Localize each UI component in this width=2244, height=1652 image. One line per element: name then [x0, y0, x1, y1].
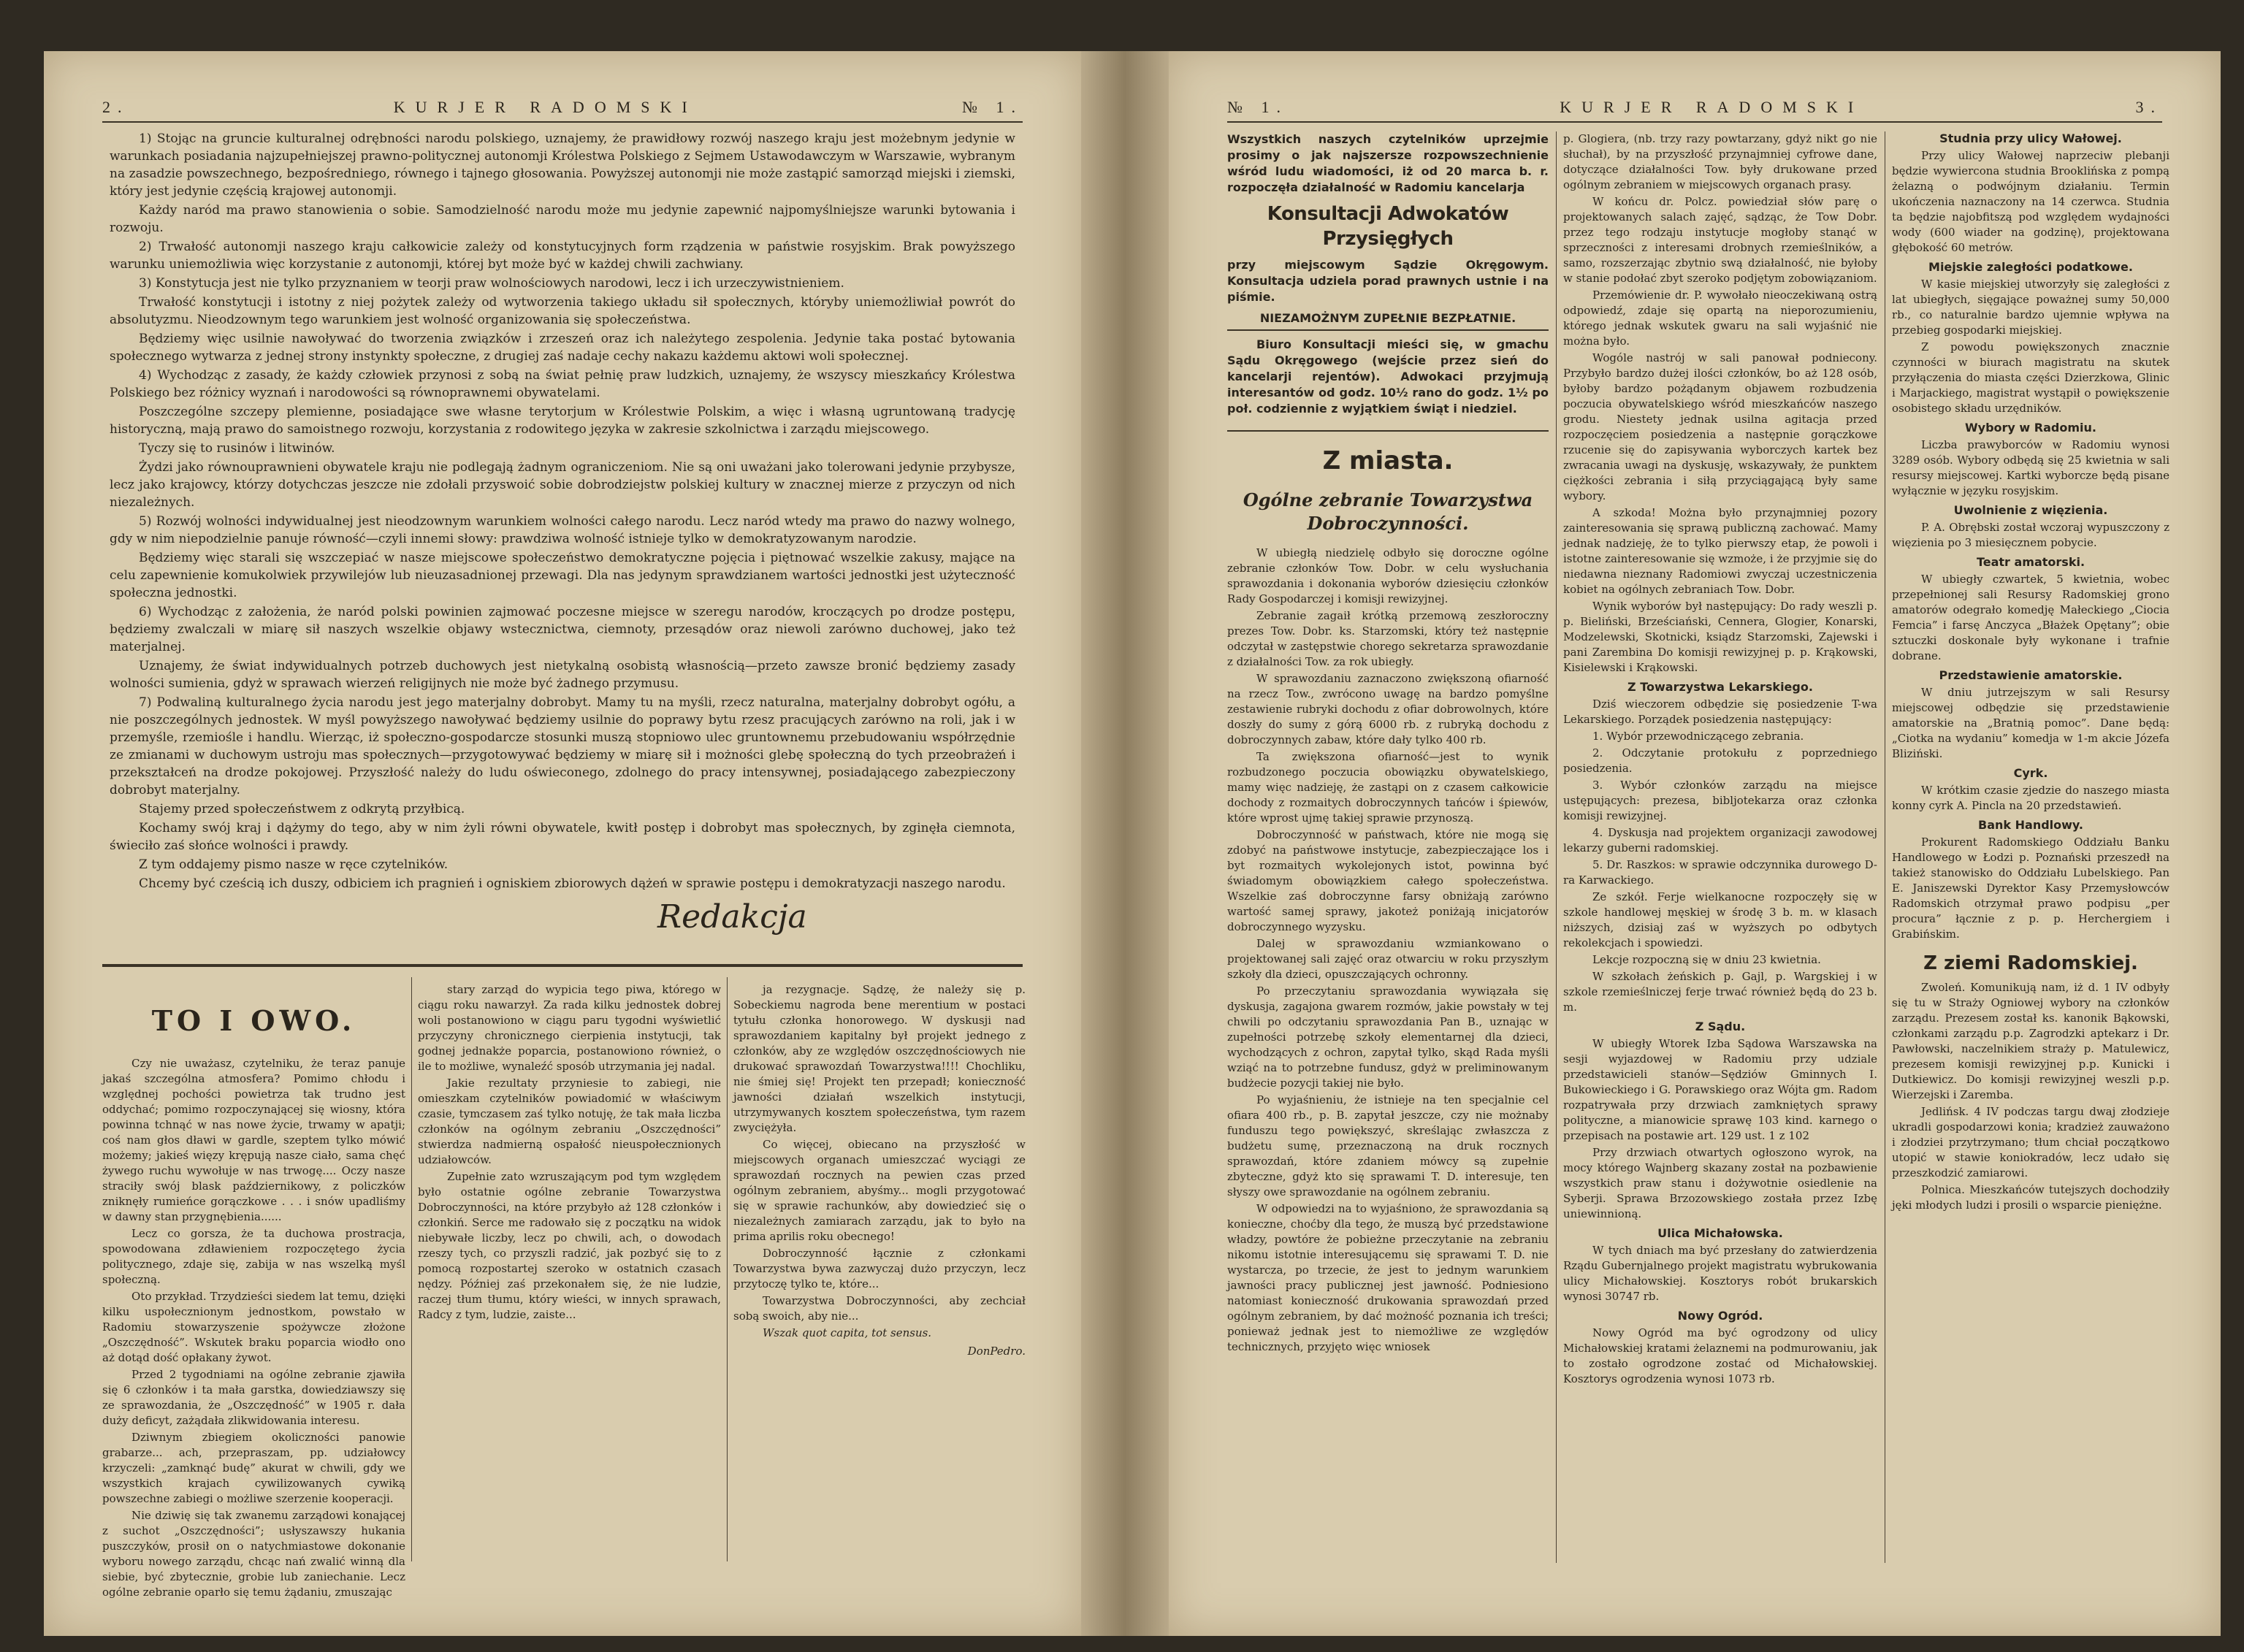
- ad-title: Konsultacji Adwokatów Przysięgłych: [1267, 203, 1509, 250]
- legal-ad: [1227, 131, 1549, 423]
- feuilleton-paragraph: Oto przykład. Trzydzieści siedem lat temu, dzięki kilku uspołecznionym jednostkom, powstało w Radomiu stowarzyszenie spożywcze złożone „Oszczędność”. Wskutek braku poparcia wiodło ono aż dotąd dość opłakany żywot.: [102, 1290, 405, 1364]
- program-paragraph: 4) Wychodząc z zasady, że każdy człowiek przynosi z sobą na świat pełnię praw ludzkich, uznajemy, że wszyscy mieszkańcy Królestwa Polskiego bez różnicy wyznań i narodowości są równoprawnemi obywatelami.: [110, 368, 1015, 400]
- feuilleton-title: TO I OWO.: [151, 1004, 356, 1037]
- news-paragraph: Przemówienie dr. P. wywołało nieoczekiwaną ostrą odpowiedź, zdaje się opartą na nieporozumieniu, którego jednak wskutek gwaru na sali wyjaśnić nie można było.: [1563, 288, 1877, 348]
- program-paragraph: Żydzi jako równouprawnieni obywatele kraju nie podlegają żadnym ograniczeniom. Nie są oni uważani jako tolerowani jedynie przybysze, lecz jako krajowcy, którzy dotychczas jeszcze nie zdołali przyswoić sobie dobrodziejstw polskiej kultury w znacznej mierze z przyczyn od nich niezależnych.: [110, 460, 1015, 510]
- news-paragraph: 3. Wybór członków zarządu na miejsce ustępujących: prezesa, bibljotekarza oraz członka komisji rewizyjnej.: [1563, 779, 1877, 822]
- news-paragraph: Zwoleń. Komunikują nam, iż d. 1 IV odbyły się tu w Straży Ogniowej wybory na członków zarządu. Prezesem został ks. kanonik Bąkowski, członkami zarządu p.p. Zagrodzki aptekarz i Dr. Pawłowski, naczelnikiem straży p. Matulewicz, prezesem komisji rewizyjnej p.p. Kunicki i Dutkiewicz. Do komisji rewizyjnej weszli p.p. Wierzejski i Zaremba.: [1892, 981, 2169, 1101]
- news-paragraph: W sprawozdaniu zaznaczono zwiększoną ofiarność na rzecz Tow., zwrócono uwagę na bardzo pomyślne zestawienie rubryki dochodu z ofiar dobrowolnych, które doszły do sumy z górą 6000 rb. z rubryką dochodu z dobroczynnych zabaw, które dały tylko 400 rb.: [1227, 672, 1549, 746]
- z-miasta-heading: Z miasta.: [1322, 446, 1454, 475]
- news-paragraph: Jedlińsk. 4 IV podczas targu dwaj złodzieje ukradli gospodarzowi konia; kradzież zauważono i złodziei przytrzymano; tłum chciał początkowo utopić w stawie koniokradów, lecz udało się przeszkodzić zamiarowi.: [1892, 1105, 2169, 1179]
- news-paragraph: A szkoda! Można było przynajmniej pozory zainteresowania się sprawą publiczną zachować. Mamy jednak nadzieję, że to tylko pierwszy etap, że powoli i istotne zainteresowanie się wzmoże, i że przyjmie się do niedawna nieznany Radomiowi zwyczaj uczestniczenia kobiet na ogólnych zebraniach Tow. Dobr.: [1563, 506, 1877, 596]
- feuilleton-paragraph: Czy nie uważasz, czytelniku, że teraz panuje jakaś szczególna atmosfera? Pomimo chłodu i względnej pochości powietrza tak trudno jest oddychać; pomimo rozpoczynającej się wiosny, która powinna tchnąć w nas nowe życie, trwamy w apatji; coś nam głos dławi w gardle, szeptem tylko mówić możemy; jakieś więzy krępują nasze ciało, sama chęć żywego ruchu wywołuje w nas trwogę.... Oczy nasze straciły swój blask październikowy, z policzków zniknęły rumieńce gorączkowe . . . i snów upadliśmy w dawny stan przygnębienia......: [102, 1057, 405, 1223]
- program-paragraph: 2) Trwałość autonomji naszego kraju całkowicie zależy od konstytucyjnych form rządzenia w państwie rosyjskim. Brak powyższego warunku uniemożliwia więc korzystanie z autonomji, której byt może być w każdej chwili zachwiany.: [110, 240, 1015, 272]
- program-paragraph: Poszczególne szczepy plemienne, posiadające swe własne terytorjum w Królestwie Polskim, a więc i własną ugruntowaną tradycję historyczną, mają prawo do samoistnego rozwoju, korzystania z rodowitego języka w zakresie szkolnictwa i zarządu miejscowego.: [110, 405, 1015, 437]
- news-paragraph: W odpowiedzi na to wyjaśniono, że sprawozdania są konieczne, choćby dla tego, że muszą być przedstawione władzy, powtóre że pobieżne przeczytanie na zebraniu nikomu istotnie interesującemu się sprawami T. D. nie wystarcza, po trzecie, że jest to jednym warunkiem jawności pracy publicznej jest jawność. Podniesiono natomiast konieczność drukowania sprawozdań przed ogólnym zebraniem, by dać możność poznania ich treści; ponieważ jednak jest to niemożliwe ze względów technicznych, przyjęto więc wniosek: [1227, 1202, 1549, 1353]
- feuilleton-paragraph: Co więcej, obiecano na przyszłość w miejscowych organach umieszczać wyciągi ze sprawozdań rocznych na pewien czas przed ogólnym zebraniem, abyśmy... mogli przygotować się w sprawie rachunków, aby dowiedzieć się o niezależnych zamiarach zarządu, jak to było na prima aprilis roku obecnego!: [733, 1138, 1026, 1243]
- news-paragraph: W ubiegły Wtorek Izba Sądowa Warszawska na sesji wyjazdowej w Radomiu przy udziale przedstawicieli stanów—Sędziów Gminnych I. Bukowieckiego i G. Porawskiego oraz Wójta gm. Radom rozpatrywała przy drzwiach zamkniętych sprawy polityczne, a mianowicie sprawę 103 kind. karnego o przepisach na postawie art. 129 ust. 1 z 102: [1563, 1037, 1877, 1142]
- news-paragraph: W końcu dr. Polcz. powiedział słów parę o projektowanych salach zajęć, sądząc, że Tow Dobr. przez tego rodzaju instytucje mogłoby stanąć w sprzeczności z interesami drobnych rzemieślników, a samo, rozszerzając zbytnio swą działalność, nie byłoby w stanie podołać zbyt szeroko podjętym zobowiązaniom.: [1563, 195, 1877, 285]
- news-paragraph: Polnica. Mieszkańców tutejszych dochodziły jęki młodych ludzi i prosili o wsparcie pieniężne.: [1892, 1183, 2169, 1212]
- section-heading: Z Sądu.: [1695, 1020, 1746, 1033]
- news-paragraph: Zebranie zagaił krótką przemową zeszłoroczny prezes Tow. Dobr. ks. Starzomski, który też następnie odczytał w zastępstwie chorego sekretarza sprawozdanie z działalności Tow. za rok ubiegły.: [1227, 609, 1549, 668]
- feuilleton-paragraph: Lecz co gorsza, że ta duchowa prostracja, spowodowana zdławieniem rozpoczętego życia politycznego, zdaje się, zabija w nas wszelką myśl społeczną.: [102, 1227, 405, 1286]
- left-head-rule: [102, 121, 1023, 123]
- program-paragraph: 5) Rozwój wolności indywidualnej jest nieodzownym warunkiem wolności całego narodu. Lecz naród wtedy ma prawo do nazwy wolnego, gdy w nim niepodzielnie panuje równość—czyli innemi słowy: prawdziwa wolność istnieje tylko w demokratyzowanym narodzie.: [110, 514, 1015, 546]
- feuilleton-paragraph: Zupełnie zato wzruszającym pod tym względem było ostatnie ogólne zebranie Towarzystwa Dobroczynności, na które przybyło aż 128 członków i członkiń. Serce me radowało się z początku na widok niebywałe liczby, lecz po chwili, ach, o dowodach rzeszy tych, co przyszli radzić, jak pozbyć się to z pomocą rozpostartej szeroko w ostatnich czasach nędzy. Później zaś przekonałem się, że nie ludzie, raczej tłum tłumu, który wieści, w innych sprawach, Radcy z tym, ludzie, zaiste...: [418, 1170, 721, 1321]
- left-page-number: 2.: [102, 98, 129, 116]
- news-paragraph: Nowy Ogród ma być ogrodzony od ulicy Michałowskiej kratami żelaznemi na podmurowaniu, jak to zostało ogrodzone zostać od Michałowskiej. Kosztorys ogrodzenia wynosi 1073 rb.: [1563, 1326, 1877, 1385]
- program-paragraph: Trwałość konstytucji i istotny z niej pożytek zależy od wytworzenia takiego układu sił społecznych, któryby uniemożliwiał powrót do absolutyzmu. Nieodzownym tego warunkiem jest wolność organizowania się społeczeństwa.: [110, 295, 1015, 327]
- page-gutter: [1081, 51, 1169, 1636]
- news-paragraph: W krótkim czasie zjedzie do naszego miasta konny cyrk A. Pincla na 20 przedstawień.: [1892, 784, 2169, 812]
- news-paragraph: W ubiegły czwartek, 5 kwietnia, wobec przepełnionej sali Resursy Radomskiej grono amatorów odegrało komedję Małeckiego „Ciocia Femcia” i farsę Anczyca „Błażek Opętany”; obie sztuczki doskonale były wykonane i trafnie dobrane.: [1892, 573, 2169, 662]
- section-heading: Przedstawienie amatorskie.: [1939, 668, 2123, 682]
- right-col-1: [1227, 131, 1549, 1356]
- news-paragraph: Liczba prawyborców w Radomiu wynosi 3289 osób. Wybory odbędą się 25 kwietnia w sali resursy miejscowej. Kartki wyborcze będą pisane wyłącznie w języku rosyjskim.: [1892, 438, 2169, 497]
- program-paragraph: 6) Wychodząc z założenia, że naród polski powinien zajmować poczesne miejsce w szeregu narodów, kroczących po drodze postępu, będziemy zwalczali w miarę sił naszych wszelkie objawy wstecznictwa, ciemnoty, przesądów oraz niewoli zarówno duchowej, jako też materjalnej.: [110, 605, 1015, 654]
- section-heading: Nowy Ogród.: [1677, 1309, 1763, 1323]
- feuilleton-signature: DonPedro.: [967, 1345, 1026, 1358]
- editorial-signature: Redakcja: [657, 898, 807, 936]
- right-col-2: [1563, 131, 1877, 1388]
- program-paragraph: Będziemy więc starali się wszczepiać w nasze miejscowe społeczeństwo demokratyczne pojęcia i piętnować wszelkie zakusy, mające na celu zapewnienie komukolwiek przywilejów lub nieuzasadnionej przewagi. Dla nas jedynym sprawdzianem wartości jednostki jest użyteczność społeczna jednostki.: [110, 551, 1015, 600]
- news-paragraph: Z powodu powiększonych znacznie czynności w biurach magistratu na skutek przyłączenia do miasta części Dzierzkowa, Glinic i Marjackiego, magistrat wystąpił o powiększenie osobistego składu urzędników.: [1892, 340, 2169, 415]
- feuilleton-paragraph: Nie dziwię się tak zwanemu zarządowi konającej z suchot „Oszczędności”; usłyszawszy hukania puszczyków, prosił on o natychmiastowe dokonanie wyboru nowego zarządu, chcąc nań zwalić winną dla siebie, być zbytecznie, grobie lub zaniechanie. Lecz ogólne zebranie oparło się temu żądaniu, zmuszając: [102, 1509, 405, 1599]
- news-paragraph: 4. Dyskusja nad projektem organizacji zawodowej lekarzy guberni radomskiej.: [1563, 826, 1877, 854]
- left-issue-number: № 1.: [961, 98, 1023, 116]
- feuilleton-paragraph: ja rezygnacje. Sądzę, że należy się p. Sobeckiemu nagroda bene merentium w postaci tytułu członka honorowego. W dyskusji nad sprawozdaniem kapitalny był projekt jednego z członków, aby ze względów oszczędnościowych nie drukować sprawozdań Towarzystwa!!!! Chochliku, nie śmiej się! Projekt ten przepadł; konieczność jawności działań wszelkich instytucji, utrzymywanych kosztem społeczeństwa, tym razem zwyciężyła.: [733, 983, 1026, 1134]
- right-col-3: [1892, 131, 2169, 1215]
- right-running-head: [1227, 96, 2162, 118]
- news-paragraph: W szkołach żeńskich p. Gajl, p. Wargskiej i w szkole rzemieślniczej ferje trwać również będą do 23 b. m.: [1563, 970, 1877, 1014]
- program-paragraph: 7) Podwaliną kulturalnego życia narodu jest jego materjalny dobrobyt. Mamy tu na myśli, rzecz naturalna, materjalny dobrobyt ogółu, a nie poszczególnych jednostek. W myśl powyższego nawoływać będziemy usilnie do poprawy bytu rzesz pracujących zarówno na roli, jak i w przemyśle, rzemiośle i handlu. Wierząc, iż społeczno-gospodarcze stosunki muszą stopniowo ulec gruntownemu przebudowaniu współrzędnie ze zmianami w duchowym ustroju mas społecznych—przygotowywać będziemy w miarę sił i możności glebę społeczną do tych przeobrażeń i przekształceń na drodze pokojowej. Przyszłość należy do ludu oświeconego, zdolnego do pracy intensywnej, posiadającego zabezpieczony dobrobyt materjalny.: [110, 695, 1015, 798]
- section-heading: Teatr amatorski.: [1976, 555, 2085, 569]
- column-rule: [727, 977, 728, 1561]
- news-paragraph: p. Glogiera, (nb. trzy razy powtarzany, gdyż nikt go nie słuchał), by na przyszłość przynajmniej cyfrowe dane, dotyczące działalności Tow. były drukowane przed ogólnym zebraniem w miejscowych organach prasy.: [1563, 132, 1877, 191]
- feuilleton-col-3: [733, 982, 1026, 1361]
- section-heading: Z Towarzystwa Lekarskiego.: [1627, 680, 1813, 694]
- feuilleton-rule: [102, 964, 1023, 967]
- program-paragraph: 3) Konstytucja jest nie tylko przyznaniem w teorji praw wolnościowych narodowi, lecz i ich urzeczywistnieniem.: [139, 276, 844, 291]
- news-paragraph: 1. Wybór przewodniczącego zebrania.: [1592, 730, 1804, 743]
- feuilleton-col-1: [102, 982, 405, 1602]
- news-paragraph: Dobroczynność w państwach, które nie mogą się zdobyć na państwowe instytucje, zabezpieczające los i byt rozmaitych wykolejonych istot, powinna być świadomym obowiązkiem całego społeczeństwa. Wszelkie zaś dobroczynne farsy obniżają zarówno wartość samej sprawy, jakoteż poniżają inicjatorów dobroczynnego wyzysku.: [1227, 828, 1549, 933]
- right-masthead: KURJER RADOMSKI: [1560, 98, 1864, 116]
- ad-free-note: NIEZAMOŻNYM ZUPEŁNIE BEZPŁATNIE.: [1227, 311, 1549, 331]
- section-heading: Ulica Michałowska.: [1657, 1226, 1783, 1240]
- news-paragraph: 2. Odczytanie protokułu z poprzedniego posiedzenia.: [1563, 746, 1877, 775]
- news-paragraph: 5. Dr. Raszkos: w sprawie odczynnika durowego D-ra Karwackiego.: [1563, 858, 1877, 887]
- left-page: [44, 51, 1081, 1636]
- news-paragraph: W ubiegłą niedzielę odbyło się doroczne ogólne zebranie członków Tow. Dobr. w celu wysłuchania sprawozdania i dokonania wyborów dziesięciu członków Rady Gospodarczej i komisji rewizyjnej.: [1227, 546, 1549, 605]
- program-paragraph: Z tym oddajemy pismo nasze w ręce czytelników.: [139, 857, 449, 872]
- feuilleton-paragraph: Dobroczynność łącznie z członkami Towarzystwa bywa zazwyczaj dużo przyczyn, lecz przytoczę tylko te, które...: [733, 1247, 1026, 1290]
- news-paragraph: Ze szkół. Ferje wielkanocne rozpoczęły się w szkole handlowej męskiej w środę 3 b. m. w klasach niższych, dzisiaj zaś w wyższych po odbytych rekolekcjach i spowiedzi.: [1563, 890, 1877, 949]
- feuilleton-paragraph: Przed 2 tygodniami na ogólne zebranie zjawiła się 6 członków i ta mała garstka, dowiedziawszy się ze sprawozdania, że „Oszczędność” w 1905 r. dała duży deficyt, zażądała zlikwidowania interesu.: [102, 1368, 405, 1427]
- feuilleton-paragraph: Dziwnym zbiegiem okoliczności panowie grabarze... ach, przepraszam, pp. udziałowcy krzyczeli: „zamknąć budę” akurat w chwili, gdy we wszystkich krajach cywilizowanych cywiką powszechne zabiegi o możliwe szerzenie kooperacji.: [102, 1431, 405, 1505]
- program-paragraph: Uznajemy, że świat indywidualnych potrzeb duchowych jest nietykalną osobistą własnością—przeto zawsze bronić będziemy zasady wolności sumienia, gdyż w sprawach wierzeń religijnych nie może być żadnego przymusu.: [110, 659, 1015, 691]
- right-issue-number: № 1.: [1227, 98, 1288, 116]
- news-paragraph: Po wyjaśnieniu, że istnieje na ten specjalnie cel ofiara 400 rb., p. B. zapytał jeszcze, czy nie możnaby funduszu tego powiększyć, skreślając zwłaszcza z budżetu sumę, przeznaczoną na druk rocznych sprawozdań, które zdaniem mówcy są zupełnie zbyteczne, gdyż kto się sprawami T. D. interesuje, ten słyszy owe sprawozdanie na ogólnem zebraniu.: [1227, 1093, 1549, 1198]
- section-heading: Miejskie zaległości podatkowe.: [1928, 260, 2133, 274]
- z-ziemi-heading: Z ziemi Radomskiej.: [1923, 952, 2138, 974]
- news-paragraph: Przy drzwiach otwartych ogłoszono wyrok, na mocy którego Wajnberg skazany został na pozbawienie wszystkich praw stanu i dożywotnie osiedlenie na Syberji. Sprawa Brzozowskiego została przez Izbę uniewinnioną.: [1563, 1146, 1877, 1220]
- left-running-head: [102, 96, 1023, 118]
- ad-office: Biuro Konsultacji mieści się, w gmachu Sądu Okręgowego (wejście przez sień do kancelarji rejentów). Adwokaci przyjmują interesantów od godz. 10½ rano do godz. 1½ po poł. codziennie z wyjątkiem świąt i niedziel.: [1227, 337, 1549, 416]
- news-paragraph: Wogóle nastrój w sali panował podniecony. Przybyło bardzo dużej ilości członków, bo aż 128 osób, byłoby bardzo pożądanym objawem rozbudzenia poczucia obywatelskiego wśród mieszkańców naszego grodu. Niestety jednak usilna agitacja przed rozpoczęciem posiedzenia a następnie gorączkowe rzucenie się do zapisywania wyborczych kartek bez zwracania uwagi na dyskusję, wskazywały, że punktem ciężkości zebrania i siłą przyciągającą były same wybory.: [1563, 351, 1877, 502]
- program-paragraph: Będziemy więc usilnie nawoływać do tworzenia związków i zrzeszeń oraz ich należytego zespolenia. Jedynie taka postać bytowania społecznego wytwarza z jednej strony instynkty społeczne, z drugiej zaś nadaje cechy nakazu każdemu aktowi woli społecznej.: [110, 332, 1015, 364]
- section-heading: Uwolnienie z więzienia.: [1953, 503, 2108, 517]
- feuilleton-paragraph: Jakie rezultaty przyniesie to zabiegi, nie omieszkam czytelników powiadomić w właściwym czasie, tymczasem zaś tylko notuję, że tak mała liczba członków na ogólnym zebraniu „Oszczędności” stwierdza nadmierną ospałość nieuspołecznionych udziałowców.: [418, 1077, 721, 1166]
- ad-intro: Wszystkich naszych czytelników uprzejmie prosimy o jak najszersze rozpowszechnienie wśród ludu wiadomości, iż od 20 marca b. r. rozpoczęła działalność w Radomiu kancelarja: [1227, 132, 1549, 194]
- program-paragraph: Każdy naród ma prawo stanowienia o sobie. Samodzielność narodu może mu jedynie zapewnić najpomyślniejsze warunki bytowania i rozwoju.: [110, 203, 1015, 235]
- news-paragraph: W tych dniach ma być przesłany do zatwierdzenia Rządu Gubernjalnego projekt magistratu wybrukowania ulicy Michałowskiej. Kosztorys robót brukarskich wynosi 30747 rb.: [1563, 1244, 1877, 1303]
- right-head-rule: [1227, 121, 2162, 123]
- news-paragraph: Wynik wyborów był następujący: Do rady weszli p. p. Bieliński, Brześciański, Cennera, Glogier, Konarski, Modzelewski, Skotnicki, ksiądz Starzomski, Zajewski i pani Zarembina Do komisji rewizyjnej p. p. Krąkowski, Kisielewski i Krąkowski.: [1563, 600, 1877, 674]
- left-masthead: KURJER RADOMSKI: [393, 98, 698, 116]
- program-paragraph: 1) Stojąc na gruncie kulturalnej odrębności narodu polskiego, uznajemy, że prawidłowy rozwój naszego kraju jest możebnym jedynie w warunkach posiadania najzupełniejszej prawno-politycznej autonomji Królestwa Polskiego z Sejmem Ustawodawczym w Warszawie, wybranym na zasadzie powszechnego, bezpośredniego, równego i tajnego głosowania. Powyższej autonomji nie może zastąpić samorząd miejski i ziemski, który jest jedynie częścią krajowej autonomji.: [110, 131, 1015, 199]
- section-heading: Bank Handlowy.: [1978, 818, 2083, 832]
- news-paragraph: Ta zwiększona ofiarność—jest to wynik rozbudzonego poczucia obowiązku obywatelskiego, mamy więc nadzieję, że zastąpi on z czasem całkowicie dochody z rozmaitych dobroczynnych tańców i śpiewów, które wprost ujmę takiej sprawie przynoszą.: [1227, 750, 1549, 825]
- feuilleton-col-2: [418, 982, 721, 1324]
- feuilleton-paragraph: Towarzystwa Dobroczynności, aby zechciał sobą swoich, aby nie...: [733, 1294, 1026, 1323]
- section-heading: Wybory w Radomiu.: [1965, 421, 2096, 435]
- ad-body: przy miejscowym Sądzie Okręgowym. Konsultacja udziela porad prawnych ustnie i na piśmie.: [1227, 258, 1549, 304]
- news-paragraph: Dziś wieczorem odbędzie się posiedzenie T-wa Lekarskiego. Porządek posiedzenia następujący:: [1563, 697, 1877, 726]
- news-paragraph: Prokurent Radomskiego Oddziału Banku Handlowego w Łodzi p. Poznański przeszedł na takież stanowisko do Oddziału Lubelskiego. Pan E. Janiszewski Dyrektor Kasy Przemysłowców Radomskich otrzymał prawo podpisu „per procura” łącznie z p. p. Herchergiem i Grabińskim.: [1892, 835, 2169, 941]
- section-heading: Cyrk.: [2013, 766, 2048, 780]
- column-rule: [411, 977, 412, 1561]
- right-page-number: 3.: [2135, 98, 2162, 116]
- news-paragraph: Przy ulicy Wałowej naprzeciw plebanji będzie wywiercona studnia Brooklińska z pompą żelazną o podwójnym działaniu. Termin ukończenia naznaczony na 14 czerwca. Studnia ta będzie najobfitszą pod względem wydajności wody (600 wiader na godzinę), projektowana głębokość 60 metrów.: [1892, 149, 2169, 254]
- program-paragraph: Tyczy się to rusinów i litwinów.: [139, 441, 335, 456]
- news-paragraph: P. A. Obrębski został wczoraj wypuszczony z więzienia po 3 miesięcznem pobycie.: [1892, 521, 2169, 549]
- news-paragraph: Dalej w sprawozdaniu wzmiankowano o projektowanej sali zajęć oraz otwarciu w roku przyszłym szkoły dla dzieci, opuszczających ochronny.: [1227, 937, 1549, 981]
- feuilleton-paragraph: Wszak quot capita, tot sensus.: [763, 1326, 932, 1339]
- program-paragraph: Chcemy być cześcią ich duszy, odbiciem ich pragnień i ogniskiem zbiorowych dążeń w sprawie postępu i demokratyzacji naszego narodu.: [139, 876, 1006, 891]
- program-paragraph: Kochamy swój kraj i dążymy do tego, aby w nim żyli równi obywatele, kwitł postęp i dobrobyt mas społecznych, by zginęła ciemnota, świeciło zaś słońce wolności i prawdy.: [110, 821, 1015, 853]
- news-paragraph: Lekcje rozpoczną się w dniu 23 kwietnia.: [1592, 953, 1821, 966]
- feuilleton-paragraph: stary zarząd do wypicia tego piwa, którego w ciągu roku nawarzył. Za rada kilku jednostek dobrej woli postanowiono w ciągu paru tygodni wyświetlić przyczyny chronicznego cierpienia instytucji, tak godnej jednakże poparcia, postanowiono również, o ile to możliwe, wynaleźć sposób utrzymania jej nadal.: [418, 983, 721, 1073]
- right-page: [1169, 51, 2221, 1636]
- news-paragraph: W kasie miejskiej utworzyły się zaległości z lat ubiegłych, sięgające poważnej sumy 50,000 rb., co naturalnie bardzo ujemnie wpływa na przebieg gospodarki miejskiej.: [1892, 278, 2169, 337]
- news-paragraph: Po przeczytaniu sprawozdania wywiązała się dyskusja, zagajona gwarem rozmów, jakie powstały w tej chwili po odczytaniu sprawozdania Pan B., uznając w zupełności potrzebę szkoły elementarnej dla dzieci, wychodzących z ochron, zapytał tylko, skąd Rada myśli wziąć na to potrzebne fundusz, gdyż w preliminowanym budżecie pozycji takiej nie było.: [1227, 984, 1549, 1090]
- section-heading: Studnia przy ulicy Wałowej.: [1939, 131, 2122, 145]
- news-paragraph: W dniu jutrzejszym w sali Resursy miejscowej odbędzie się przedstawienie amatorskie na „Bratnią pomoc”. Dane będą: „Ciotka na wydaniu” komedja w 1-m akcie Józefa Bliziński.: [1892, 686, 2169, 760]
- program-text: [110, 130, 1015, 894]
- program-paragraph: Stajemy przed społeczeństwem z odkrytą przyłbicą.: [139, 802, 465, 817]
- society-meeting-heading: Ogólne zebranie Towarzystwa Dobroczynności.: [1243, 489, 1533, 534]
- column-rule: [1556, 131, 1557, 1563]
